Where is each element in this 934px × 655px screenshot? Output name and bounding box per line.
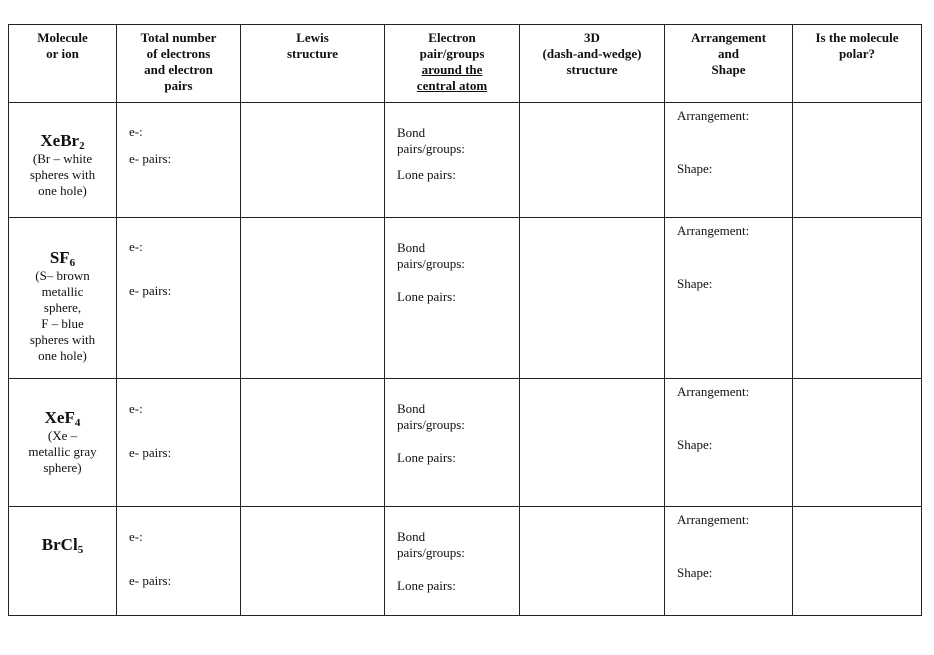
electrons-cell[interactable]: e-: e- pairs:	[117, 379, 241, 507]
polar-cell[interactable]	[793, 218, 922, 379]
electrons-cell[interactable]: e-: e- pairs:	[117, 218, 241, 379]
header-arrangement-shape: Arrangement and Shape	[665, 25, 793, 103]
molecule-worksheet-table	[8, 24, 922, 616]
electrons-cell[interactable]: e-: e- pairs:	[117, 507, 241, 616]
3d-structure-cell[interactable]	[520, 103, 665, 218]
header-lewis-structure: Lewis structure	[241, 25, 385, 103]
molecule-cell: XeF$_4$ (Xe – metallic gray sphere)	[9, 379, 117, 507]
arrangement-cell[interactable]: Arrangement: Shape:	[665, 218, 793, 379]
polar-cell[interactable]	[793, 507, 922, 616]
electron-pairs-cell[interactable]: Bond pairs/groups: Lone pairs:	[385, 218, 520, 379]
3d-structure-cell[interactable]	[520, 507, 665, 616]
table-row	[9, 379, 922, 507]
lewis-cell[interactable]	[241, 103, 385, 218]
table-row	[9, 103, 922, 218]
3d-structure-cell[interactable]	[520, 379, 665, 507]
molecule-formula: $SF_6$	[49, 248, 76, 269]
molecule-formula: XeF$_4$	[44, 408, 81, 429]
electron-pairs-cell[interactable]: Bond pairs/groups: Lone pairs:	[385, 379, 520, 507]
molecule-formula: BrCl$_5$	[41, 535, 84, 556]
polar-cell[interactable]	[793, 103, 922, 218]
molecule-cell	[9, 507, 117, 616]
table-row	[9, 507, 922, 616]
lewis-cell[interactable]	[241, 507, 385, 616]
header-electron-pairs: Electron pair/groups around the central atom	[385, 25, 520, 103]
3d-structure-cell[interactable]	[520, 218, 665, 379]
polar-cell[interactable]	[793, 379, 922, 507]
arrangement-cell[interactable]: Arrangement: Shape:	[665, 379, 793, 507]
header-molecule: Molecule or ion	[9, 25, 117, 103]
molecule-formula: XeBr$_2$	[40, 131, 85, 152]
arrangement-cell[interactable]: Arrangement: Shape:	[665, 507, 793, 616]
molecule-cell: $SF_6$ (S– brown metallic sphere, F – blue spheres with one hole)	[9, 218, 117, 379]
header-polar: Is the molecule polar?	[793, 25, 922, 103]
electron-pairs-cell[interactable]: Bond pairs/groups: Lone pairs:	[385, 103, 520, 218]
electron-pairs-cell[interactable]: Bond pairs/groups: Lone pairs:	[385, 507, 520, 616]
lewis-cell[interactable]	[241, 379, 385, 507]
arrangement-cell[interactable]: Arrangement: Shape:	[665, 103, 793, 218]
molecule-cell: XeBr$_2$ (Br – white spheres with one hole)	[9, 103, 117, 218]
electrons-cell[interactable]: e-: e- pairs:	[117, 103, 241, 218]
header-total-electrons: Total number of electrons and electron pairs	[117, 25, 241, 103]
table-row	[9, 218, 922, 379]
header-3d-structure: 3D (dash-and-wedge) structure	[520, 25, 665, 103]
header-row	[9, 25, 922, 103]
lewis-cell[interactable]	[241, 218, 385, 379]
